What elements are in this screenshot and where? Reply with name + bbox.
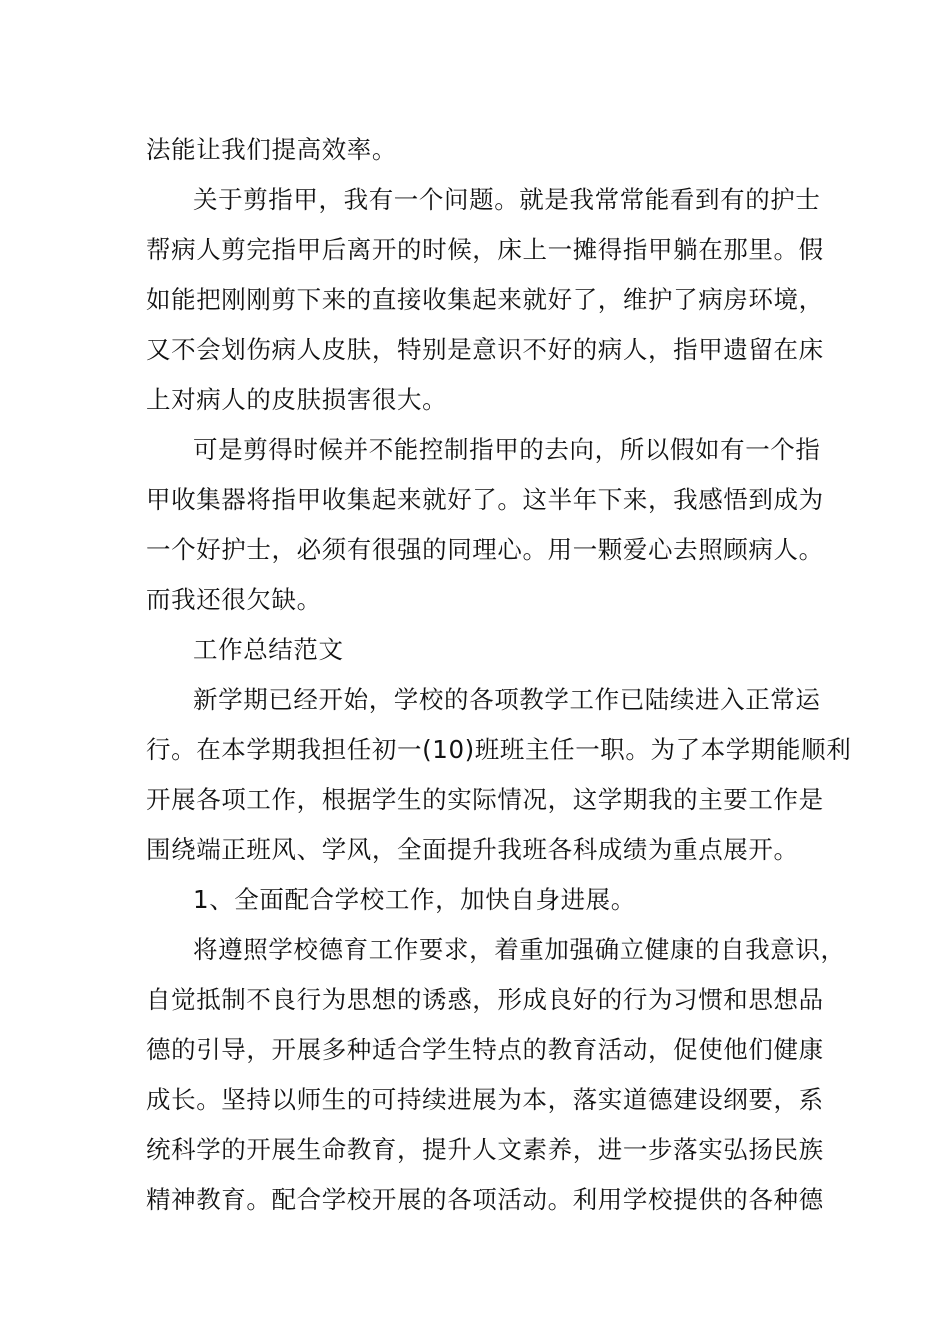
text-line-20: 成长。坚持以师生的可持续进展为本，落实道德建设纲要，系 [146,1085,824,1114]
text-line-19: 德的引导，开展多种适合学生特点的教育活动，促使他们健康 [146,1035,824,1064]
text-line-12: 新学期已经开始，学校的各项教学工作已陆续进入正常运 [193,685,821,714]
text-line-4: 如能把刚刚剪下来的直接收集起来就好了，维护了病房环境， [146,285,824,314]
text-line-18: 自觉抵制不良行为思想的诱惑，形成良好的行为习惯和思想品 [146,985,824,1014]
text-line-3: 帮病人剪完指甲后离开的时候，床上一摊得指甲躺在那里。假 [146,235,824,264]
text-line-6: 上对病人的皮肤损害很大。 [146,385,448,414]
text-line-10: 而我还很欠缺。 [146,585,322,614]
text-line-5: 又不会划伤病人皮肤，特别是意识不好的病人，指甲遗留在床 [146,335,824,364]
text-line-17: 将遵照学校德育工作要求，着重加强确立健康的自我意识， [193,935,846,964]
text-line-1: 法能让我们提高效率。 [146,135,397,164]
section-heading: 工作总结范文 [193,635,344,664]
text-line-22: 精神教育。配合学校开展的各项活动。利用学校提供的各种德 [146,1185,824,1214]
text-line-15: 围绕端正班风、学风，全面提升我班各科成绩为重点展开。 [146,835,799,864]
text-line-7: 可是剪得时候并不能控制指甲的去向，所以假如有一个指 [193,435,821,464]
text-line-21: 统科学的开展生命教育，提升人文素养，进一步落实弘扬民族 [146,1135,824,1164]
text-line-2: 关于剪指甲，我有一个问题。就是我常常能看到有的护士 [193,185,821,214]
text-line-14: 开展各项工作，根据学生的实际情况，这学期我的主要工作是 [146,785,824,814]
numbered-heading: 1、全面配合学校工作，加快自身进展。 [193,885,636,914]
text-line-8: 甲收集器将指甲收集起来就好了。这半年下来，我感悟到成为 [146,485,824,514]
text-line-13: 行。在本学期我担任初一(10)班班主任一职。为了本学期能顺利 [146,735,852,764]
text-line-9: 一个好护士，必须有很强的同理心。用一颗爱心去照顾病人。 [146,535,824,564]
